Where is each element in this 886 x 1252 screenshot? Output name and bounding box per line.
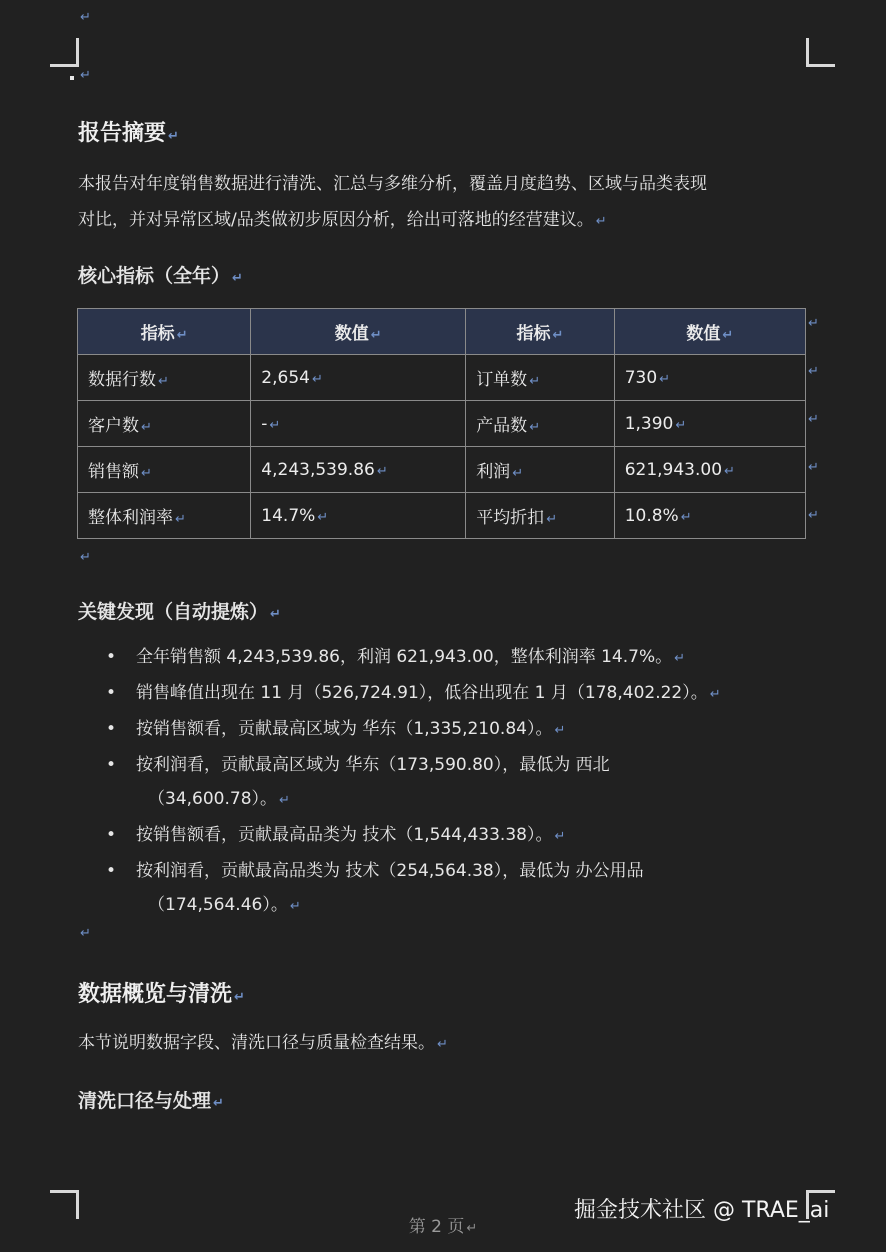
cell-mark: ↵ (529, 420, 541, 435)
kpi-cell: 730 ↵ (614, 355, 805, 401)
cell-mark: ↵ (529, 374, 541, 389)
cell-mark: ↵ (269, 417, 281, 433)
row-mark: ↵ (808, 460, 819, 475)
cell-mark: ↵ (376, 463, 388, 479)
row-mark: ↵ (808, 316, 819, 331)
findings-heading: 关键发现（自动提炼） ↵ (78, 601, 281, 623)
cell-mark: ↵ (370, 328, 382, 343)
cell-mark: ↵ (722, 328, 734, 343)
watermark: 掘金技术社区 @ TRAE_ai (574, 1198, 830, 1223)
paragraph-mark: ↵ (554, 829, 566, 844)
kpi-cell: 4,243,539.86 ↵ (251, 447, 466, 493)
cell-mark: ↵ (158, 374, 169, 389)
summary-line: 对比，并对异常区域/品类做初步原因分析，给出可落地的经营建议。 ↵ (78, 210, 607, 230)
finding-item: • 按利润看，贡献最高区域为 华东（173,590.80），最低为 西北 （34,600.78）。 ↵ (100, 748, 800, 818)
finding-item: • 按销售额看，贡献最高区域为 华东（1,335,210.84）。 ↵ (100, 712, 800, 748)
cell-mark: ↵ (680, 509, 692, 525)
paragraph-mark: ↵ (554, 723, 566, 738)
kpi-header-cell: 数值 ↵ (251, 309, 466, 355)
paragraph-mark: ↵ (595, 214, 607, 229)
overview-heading: 数据概览与清洗 ↵ (78, 982, 245, 1007)
paragraph-mark: ↵ (437, 1037, 448, 1052)
paragraph-mark: ↵ (279, 793, 290, 808)
cell-mark: ↵ (659, 371, 671, 387)
finding-item: • 销售峰值出现在 11 月（526,724.91），低谷出现在 1 月（178,402.22）。 ↵ (100, 676, 800, 712)
kpi-cell: 14.7% ↵ (251, 493, 466, 539)
paragraph-mark: ↵ (80, 10, 91, 25)
cell-mark: ↵ (176, 328, 188, 343)
summary-paragraph (78, 166, 808, 240)
paragraph-mark: ↵ (80, 68, 91, 83)
cursor-dot (70, 76, 74, 80)
kpi-cell: 2,654 ↵ (251, 355, 466, 401)
kpi-row (78, 493, 806, 539)
cell-mark: ↵ (311, 371, 323, 387)
kpi-header-cell: 数值 ↵ (614, 309, 805, 355)
finding-item: • 按销售额看，贡献最高品类为 技术（1,544,433.38）。 ↵ (100, 818, 800, 854)
cell-mark: ↵ (512, 466, 524, 481)
kpi-cell: 订单数 ↵ (466, 355, 615, 401)
kpi-cell: - ↵ (251, 401, 466, 447)
kpi-cell: 1,390 ↵ (614, 401, 805, 447)
paragraph-mark: ↵ (466, 1221, 478, 1236)
kpi-cell: 数据行数 ↵ (78, 355, 251, 401)
kpi-header-cell: 指标 ↵ (466, 309, 615, 355)
row-mark: ↵ (808, 412, 819, 427)
kpi-cell: 产品数 ↵ (466, 401, 615, 447)
kpi-cell: 利润 ↵ (466, 447, 615, 493)
paragraph-mark: ↵ (80, 550, 91, 565)
paragraph-mark: ↵ (168, 129, 179, 144)
cell-mark: ↵ (552, 328, 564, 343)
cell-mark: ↵ (175, 512, 186, 527)
paragraph-mark: ↵ (709, 687, 721, 702)
overview-paragraph: 本节说明数据字段、清洗口径与质量检查结果。 ↵ (78, 1033, 448, 1053)
cell-mark: ↵ (724, 463, 735, 479)
summary-line: 本报告对年度销售数据进行清洗、汇总与多维分析，覆盖月度趋势、区域与品类表现 (78, 174, 707, 194)
kpi-cell: 10.8% ↵ (614, 493, 805, 539)
kpi-cell: 平均折扣 ↵ (466, 493, 615, 539)
kpi-row (78, 355, 806, 401)
cell-mark: ↵ (141, 466, 152, 481)
finding-item: • 全年销售额 4,243,539.86，利润 621,943.00，整体利润率 14.7%。 ↵ (100, 640, 800, 676)
page-number: 第 2 页 ↵ (408, 1217, 478, 1237)
paragraph-mark: ↵ (234, 990, 245, 1005)
kpi-header-row (78, 309, 806, 355)
finding-item: • 按利润看，贡献最高品类为 技术（254,564.38），最低为 办公用品 （174,564.46）。 ↵ (100, 854, 800, 924)
summary-heading: 报告摘要 ↵ (78, 121, 179, 146)
row-mark: ↵ (808, 364, 819, 379)
kpi-table (77, 308, 806, 539)
kpi-cell: 整体利润率 ↵ (78, 493, 251, 539)
kpi-cell: 客户数 ↵ (78, 401, 251, 447)
cell-mark: ↵ (675, 417, 687, 433)
kpi-row (78, 401, 806, 447)
kpi-row (78, 447, 806, 493)
paragraph-mark: ↵ (270, 607, 281, 622)
kpi-heading: 核心指标（全年） ↵ (78, 265, 243, 287)
findings-list (100, 640, 800, 924)
cell-mark: ↵ (141, 420, 152, 435)
cell-mark: ↵ (546, 512, 558, 527)
crop-mark-top-right (806, 38, 835, 67)
cell-mark: ↵ (317, 509, 329, 525)
kpi-cell: 621,943.00 ↵ (614, 447, 805, 493)
kpi-header-cell: 指标 ↵ (78, 309, 251, 355)
crop-mark-top-left (50, 38, 79, 67)
paragraph-mark: ↵ (289, 899, 301, 914)
paragraph-mark: ↵ (674, 651, 686, 666)
paragraph-mark: ↵ (232, 271, 243, 286)
row-mark: ↵ (808, 508, 819, 523)
paragraph-mark: ↵ (213, 1096, 224, 1111)
paragraph-mark: ↵ (80, 926, 91, 941)
overview-subheading: 清洗口径与处理 ↵ (78, 1090, 224, 1112)
kpi-cell: 销售额 ↵ (78, 447, 251, 493)
